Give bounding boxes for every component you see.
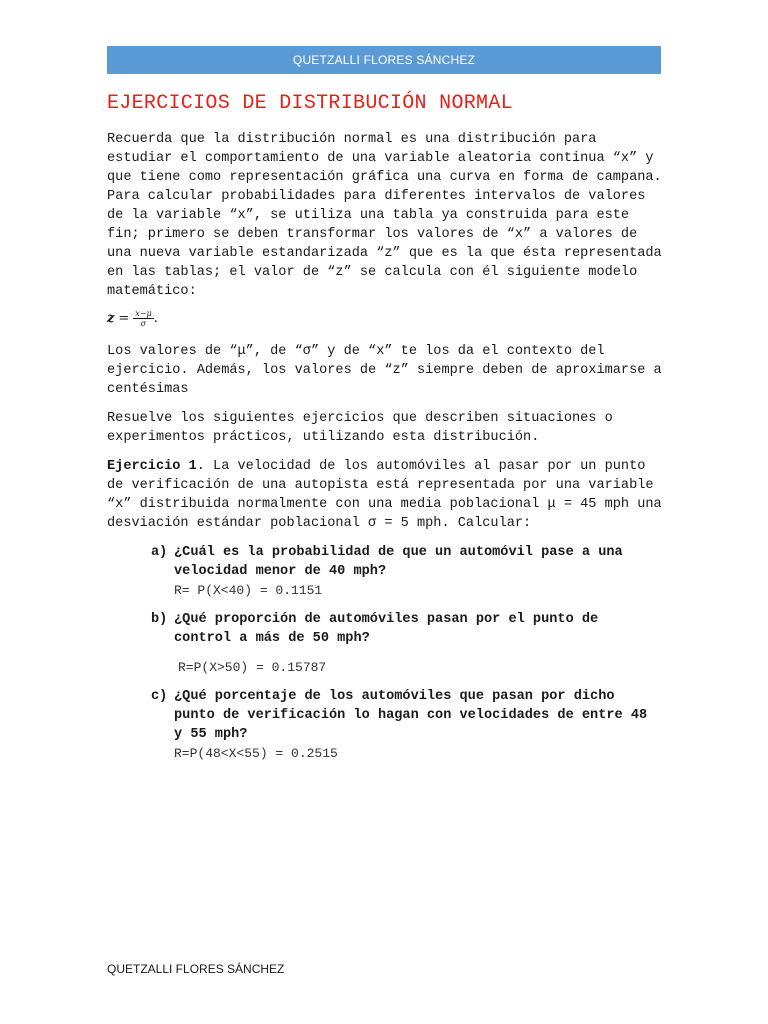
formula-z: z xyxy=(107,310,115,326)
question-text: ¿Qué proporción de automóviles pasan por el punto de control a más de 50 mph? xyxy=(174,612,599,646)
question-letter: b) xyxy=(151,612,168,627)
formula-end: . xyxy=(153,310,158,326)
list-item xyxy=(107,543,663,600)
document-title: EJERCICIOS DE DISTRIBUCIÓN NORMAL xyxy=(107,92,513,115)
page-footer xyxy=(107,962,284,976)
formula-numerator: x−μ xyxy=(135,309,152,318)
intro-paragraph: Recuerda que la distribución normal es una distribución para estudiar el comportamiento de una variable aleatoria continua “x” y que tiene como representación gráfica una curva en forma de campana. Para calcular probabilidades para diferentes intervalos de valores de la variable “x”, se utiliza una tabla ya construida para este fin; primero se deben transformar los valores de “x” a valores de una nueva variable estandarizada “z” que es la que ésta representada en las tablas; el valor de “z” se calcula con él siguiente modelo matemático: xyxy=(107,132,662,299)
z-formula xyxy=(107,309,663,328)
question-answer: R= P(X<40) = 0.1151 xyxy=(174,583,323,598)
formula-fraction xyxy=(133,309,153,328)
exercise-text: . La velocidad de los automóviles al pasar por un punto de verificación de una autopista está representada por una variable “x” distribuida normalmente con una media poblacional μ = 45 mph una desviación estándar poblacional σ = 5 mph. Calcular: xyxy=(107,459,662,531)
exercise-label: Ejercicio 1 xyxy=(107,459,197,474)
question-answer: R=P(48<X<55) = 0.2515 xyxy=(174,746,338,761)
document-body xyxy=(107,130,663,773)
question-answer: R=P(X>50) = 0.15787 xyxy=(178,660,327,675)
list-item xyxy=(107,687,663,763)
question-text: ¿Qué porcentaje de los automóviles que pasan por dicho punto de verificación lo hagan con velocidades de entre 48 y 55 mph? xyxy=(174,689,648,742)
list-item xyxy=(107,610,663,677)
question-letter: a) xyxy=(151,545,168,560)
footer-author: QUETZALLI FLORES SÁNCHEZ xyxy=(107,962,285,976)
page-header xyxy=(107,46,661,74)
question-list xyxy=(107,543,663,763)
values-note: Los valores de “μ”, de “σ” y de “x” te los da el contexto del ejercicio. Además, los valores de “z” siempre deben de aproximarse a centésimas xyxy=(107,344,662,397)
exercise-statement xyxy=(107,457,663,533)
instruction-paragraph: Resuelve los siguientes ejercicios que describen situaciones o experimentos prácticos, utilizando esta distribución. xyxy=(107,411,613,445)
formula-equals: = xyxy=(118,310,130,326)
header-author: QUETZALLI FLORES SÁNCHEZ xyxy=(292,53,476,67)
question-letter: c) xyxy=(151,689,168,704)
formula-denominator: σ xyxy=(140,319,147,328)
question-text: ¿Cuál es la probabilidad de que un automóvil pase a una velocidad menor de 40 mph? xyxy=(174,545,623,579)
